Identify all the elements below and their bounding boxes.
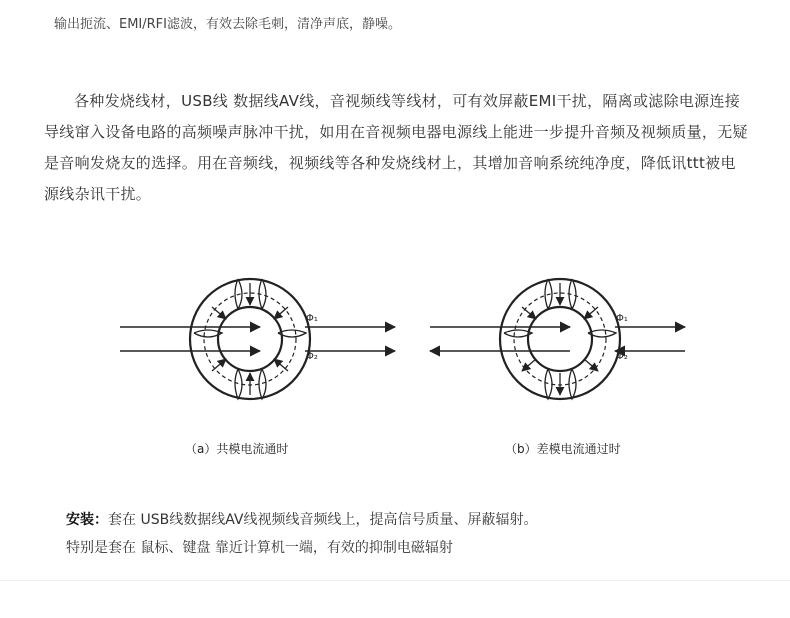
install-text-1: 套在 USB线数据线AV线视频线音频线上，提高信号质量、屏蔽辐射。 — [108, 512, 538, 528]
caption-common-mode: （a）共模电流通时 — [185, 442, 289, 456]
divider — [0, 580, 790, 581]
common-mode-diagram — [120, 279, 395, 399]
install-line-2: 特别是套在 鼠标、键盘 靠近计算机一端，有效的抑制电磁辐射 — [66, 540, 453, 556]
caption-differential-mode: （b）差模电流通过时 — [505, 442, 621, 456]
install-section — [66, 506, 537, 562]
flux-label-2: Φ₂ — [306, 351, 318, 362]
install-line-1 — [66, 506, 537, 534]
flux-label-1: Φ₁ — [306, 313, 318, 324]
intro-line: 输出扼流、EMI/RFI滤波，有效去除毛刺，清净声底，静噪。 — [54, 17, 401, 32]
description-paragraph: 各种发烧线材，USB线 数据线AV线，音视频线等线材，可有效屏蔽EMI干扰，隔离或滤除电源连接导线窜入设备电路的高频噪声脉冲干扰，如用在音视频电器电源线上能进一步提升音频及视频质量，无疑是音响发烧友的选择。用在音频线，视频线等各种发烧线材上，其增加音响系统纯净度，降低讯ttt被电源线杂讯干扰。 — [44, 92, 748, 203]
ferrite-core-diagram — [110, 255, 690, 430]
differential-mode-diagram — [430, 279, 685, 399]
install-label: 安装： — [66, 512, 108, 528]
flux-label-1: Φ₁ — [616, 313, 628, 324]
flux-label-2: Φ₂ — [616, 351, 628, 362]
